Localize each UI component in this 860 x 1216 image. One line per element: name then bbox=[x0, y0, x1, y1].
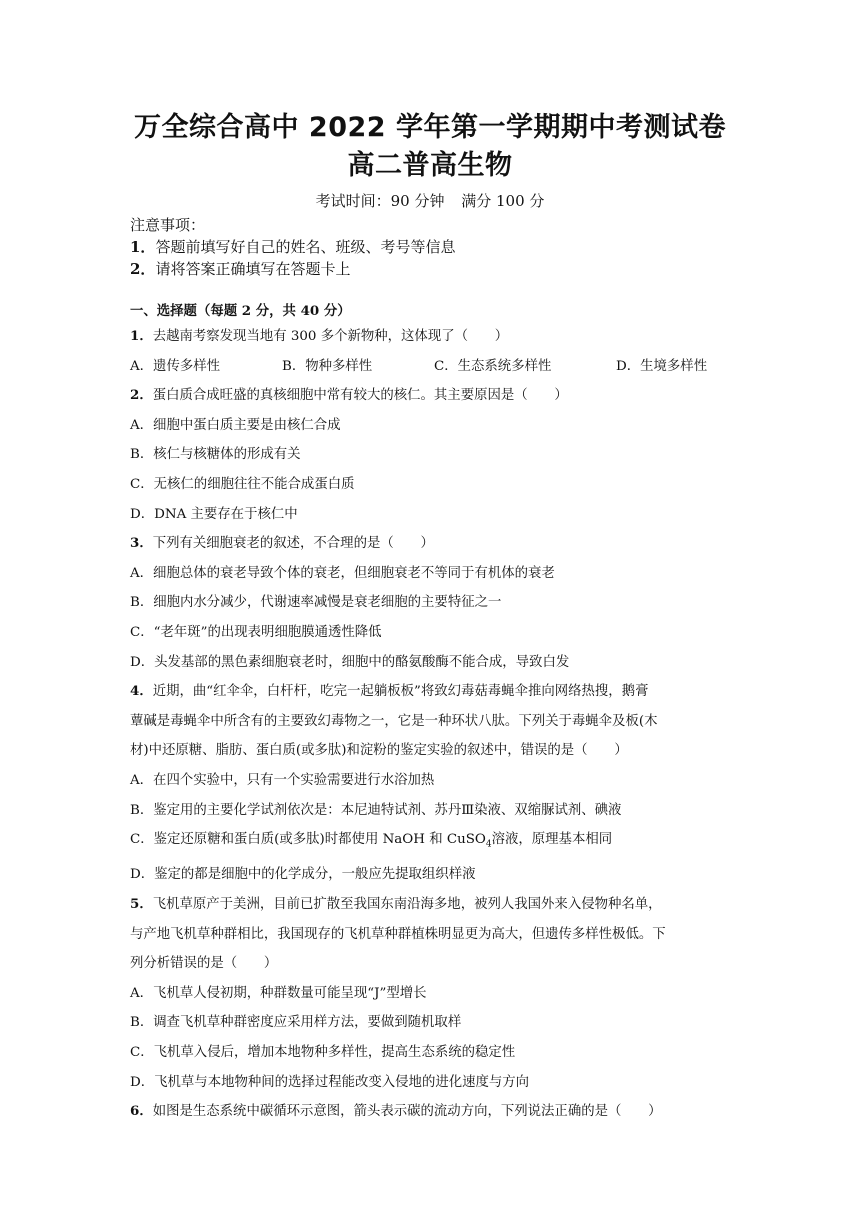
exam-meta bbox=[0, 190, 860, 211]
question-4-line-2: 蕈碱是毒蝇伞中所含有的主要致幻毒物之一，它是一种环状八肽。下列关于毒蝇伞及板(木 bbox=[130, 713, 658, 729]
option-d: D．头发基部的黑色素细胞衰老时，细胞中的酪氨酸酶不能合成，导致白发 bbox=[130, 654, 570, 670]
exam-time: 考试时间：90 分钟 bbox=[315, 192, 445, 210]
option-d: D．生境多样性 bbox=[616, 358, 708, 374]
option-a: A．飞机草人侵初期，种群数量可能呈现“J”型增长 bbox=[130, 985, 427, 1001]
exam-title: 万全综合高中 2022 学年第一学期期中考测试卷 bbox=[134, 112, 726, 143]
section-title: 一、选择题（每题 2 分，共 40 分） bbox=[130, 303, 351, 319]
exam-subtitle: 高二普高生物 bbox=[347, 150, 513, 181]
note-item: 1．答题前填写好自己的姓名、班级、考号等信息 bbox=[130, 238, 456, 256]
option-d: D．鉴定的都是细胞中的化学成分，一般应先提取组织样液 bbox=[130, 867, 476, 883]
option-b: B．细胞内水分减少，代谢速率减慢是衰老细胞的主要特征之一 bbox=[130, 595, 502, 611]
full-score: 满分 100 分 bbox=[461, 192, 545, 210]
question-1-options bbox=[130, 352, 740, 382]
question-5-line-3: 列分析错误的是（ ） bbox=[130, 956, 278, 972]
question-5-line-2: 与产地飞机草种群相比，我国现存的飞机草种群植株明显更为高大，但遗传多样性极低。下 bbox=[130, 926, 666, 942]
option-c: C．无核仁的细胞往往不能合成蛋白质 bbox=[130, 476, 355, 492]
question-2: 2．蛋白质合成旺盛的真核细胞中常有较大的核仁。其主要原因是（ ） bbox=[130, 387, 568, 404]
option-c: C．飞机草入侵后，增加本地物种多样性，提高生态系统的稳定性 bbox=[130, 1044, 516, 1060]
question-5: 5．飞机草原产于美洲，目前已扩散至我国东南沿海多地，被列人我国外来入侵物种名单， bbox=[130, 895, 662, 912]
option-c: C．“老年斑”的出现表明细胞膜通透性降低 bbox=[130, 624, 382, 640]
question-3: 3．下列有关细胞衰老的叙述，不合理的是（ ） bbox=[130, 535, 434, 552]
question-4: 4．近期，曲“红伞伞，白杆杆，吃完一起躺板板”将致幻毒菇毒蝇伞推向网络热搜，鹅膏 bbox=[130, 683, 649, 700]
option-a: A．细胞中蛋白质主要是由核仁合成 bbox=[130, 417, 341, 433]
option-b: B．鉴定用的主要化学试剂依次是：本尼迪特试剂、苏丹Ⅲ染液、双缩脲试剂、碘液 bbox=[130, 802, 622, 818]
option-d: D．DNA 主要存在于核仁中 bbox=[130, 506, 298, 522]
question-1: 1．去越南考察发现当地有 300 多个新物种，这体现了（ ） bbox=[130, 328, 509, 344]
option-b: B．调查飞机草种群密度应采用样方法，要做到随机取样 bbox=[130, 1015, 462, 1031]
option-b: B．核仁与核糖体的形成有关 bbox=[130, 447, 301, 463]
option-b: B．物种多样性 bbox=[282, 358, 373, 374]
option-a: A．遗传多样性 bbox=[130, 358, 221, 374]
notes-heading: 注意事项： bbox=[130, 216, 206, 234]
option-c: C．鉴定还原糖和蛋白质(或多肽)时都使用 NaOH 和 CuSO$_4$溶液，原理基本相同 bbox=[130, 832, 613, 850]
option-d: D．飞机草与本地物种间的选择过程能改变入侵地的进化速度与方向 bbox=[130, 1074, 530, 1090]
option-a: A．在四个实验中，只有一个实验需要进行水浴加热 bbox=[130, 772, 435, 788]
note-item: 2．请将答案正确填写在答题卡上 bbox=[130, 260, 351, 278]
question-4-line-3: 材)中还原糖、脂肪、蛋白质(或多肽)和淀粉的鉴定实验的叙述中，错误的是（ ） bbox=[130, 743, 628, 759]
question-list bbox=[130, 300, 740, 1127]
question-6: 6．如图是生态系统中碳循环示意图，箭头表示碳的流动方向，下列说法正确的是（ ） bbox=[130, 1103, 662, 1120]
option-c: C．生态系统多样性 bbox=[434, 358, 552, 374]
notes-block bbox=[130, 214, 455, 280]
option-a: A．细胞总体的衰老导致个体的衰老，但细胞衰老不等同于有机体的衰老 bbox=[130, 565, 555, 581]
